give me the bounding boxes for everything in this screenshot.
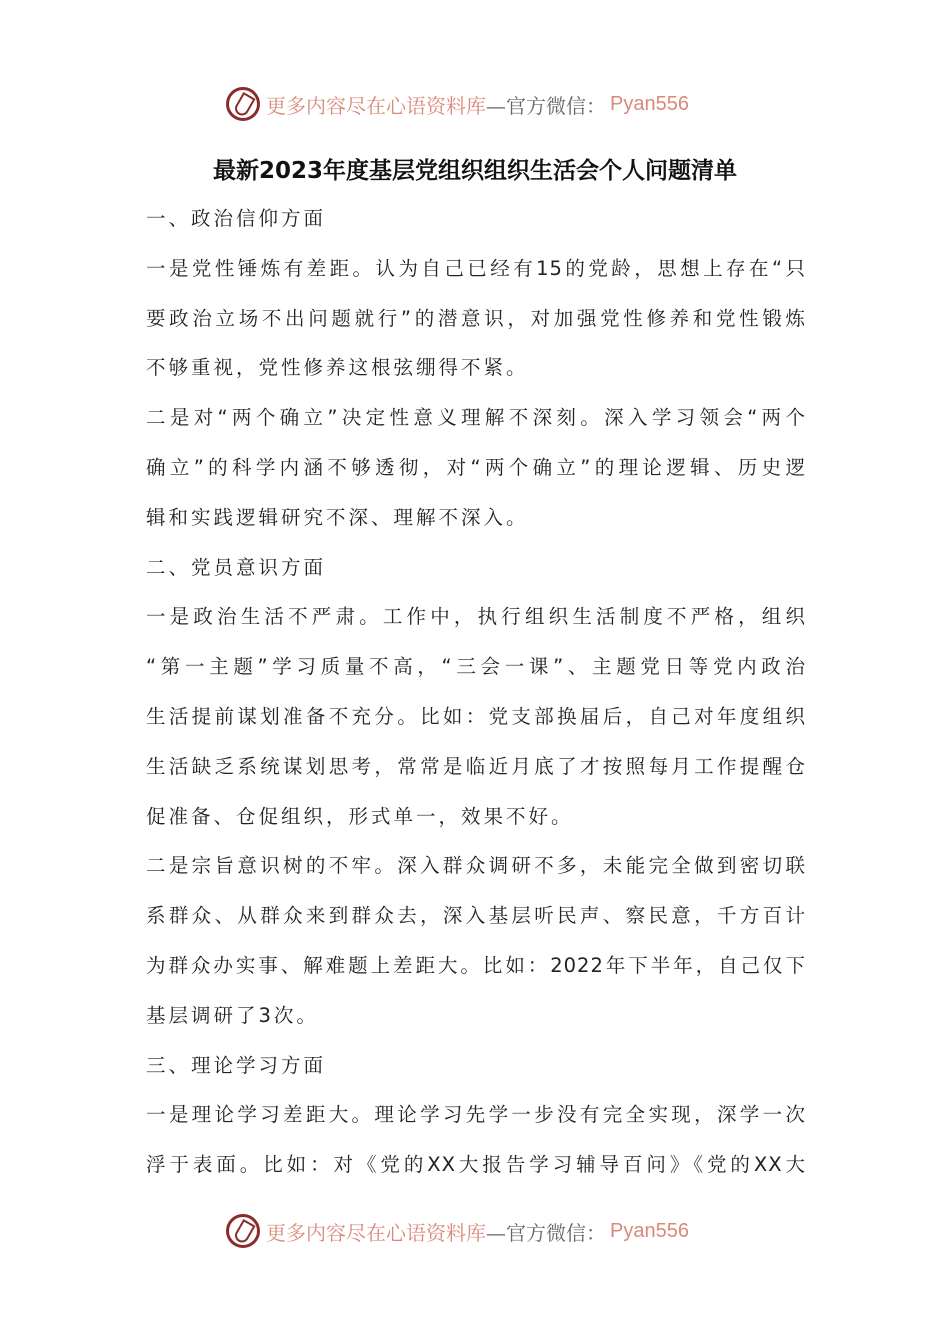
text-line: 三、理论学习方面 (146, 1053, 327, 1077)
text-line: 一是理论学习差距大。理论学习先学一步没有完全实现，深学一次 (146, 1103, 806, 1127)
text-line: 二是对“两个确立”决定性意义理解不深刻。深入学习领会“两个 (146, 406, 806, 430)
text-line: 二、党员意识方面 (146, 555, 327, 579)
text-line: 基层调研了3次。 (146, 1003, 319, 1027)
text-line: 浮于表面。比如：对《党的XX大报告学习辅导百问》《党的XX大 (146, 1153, 806, 1177)
text-line: 生活缺乏系统谋划思考，常常是临近月底了才按照每月工作提醒仓 (146, 754, 806, 778)
watermark-label: —官方微信： (486, 93, 606, 118)
pen-logo-icon (226, 87, 260, 121)
document-title: 最新2023年度基层党组织组织生活会个人问题清单 (212, 158, 737, 184)
text-line: 要政治立场不出问题就行”的潜意识，对加强党性修养和党性锻炼 (146, 306, 806, 330)
text-line: 二是宗旨意识树的不牢。深入群众调研不多，未能完全做到密切联 (146, 854, 806, 878)
text-line: 为群众办实事、解难题上差距大。比如：2022年下半年，自己仅下 (146, 953, 806, 977)
watermark-label: —官方微信： (486, 1220, 606, 1245)
text-line: 系群众、从群众来到群众去，深入基层听民声、察民意，千方百计 (146, 904, 806, 928)
text-line: 一是政治生活不严肃。工作中，执行组织生活制度不严格，组织 (146, 605, 806, 629)
watermark-footer (226, 1211, 689, 1251)
watermark-wechat-id: Pyan556 (610, 1219, 689, 1242)
text-line: 辑和实践逻辑研究不深、理解不深入。 (146, 505, 529, 529)
text-line: 一、政治信仰方面 (146, 207, 327, 230)
text-line: “第一主题”学习质量不高，“三会一课”、主题党日等党内政治 (146, 655, 806, 679)
text-line: 促准备、仓促组织，形式单一，效果不好。 (146, 804, 574, 828)
watermark-text: 更多内容尽在心语资料库 (266, 1220, 486, 1245)
watermark-wechat-id: Pyan556 (610, 92, 689, 115)
watermark-text: 更多内容尽在心语资料库 (266, 93, 486, 118)
document-body (146, 202, 806, 1198)
text-line: 确立”的科学内涵不够透彻，对“两个确立”的理论逻辑、历史逻 (146, 455, 806, 479)
pen-logo-icon (226, 1214, 260, 1248)
text-line: 不够重视，党性修养这根弦绷得不紧。 (146, 356, 529, 380)
text-line: 生活提前谋划准备不充分。比如：党支部换届后，自己对年度组织 (146, 704, 806, 728)
text-line: 一是党性锤炼有差距。认为自己已经有15的党龄，思想上存在“只 (146, 256, 806, 280)
watermark-header (226, 84, 689, 124)
